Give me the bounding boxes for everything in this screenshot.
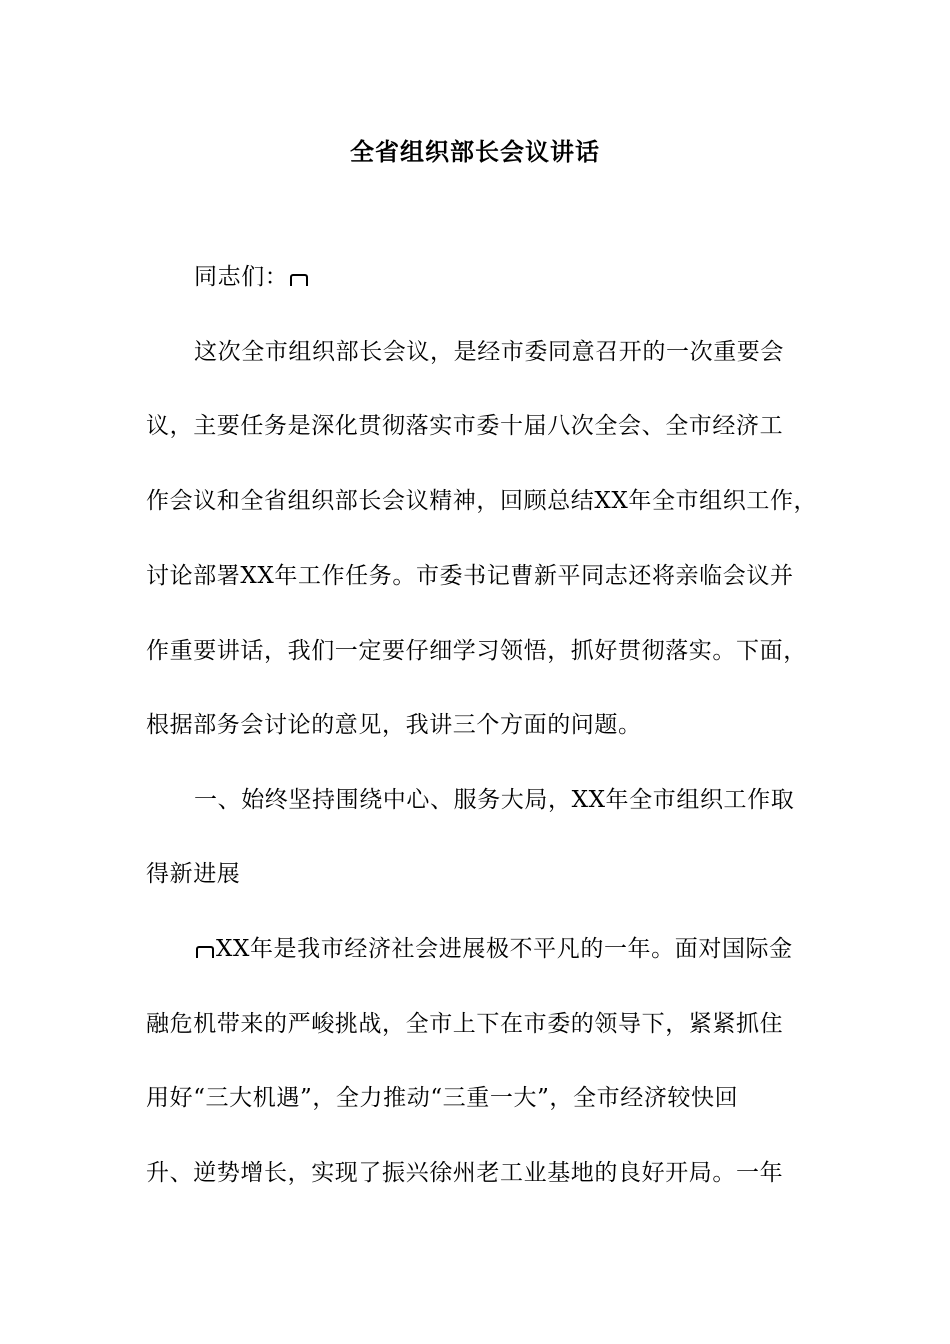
paragraph-1-line-1: 这次全市组织部长会议，是经市委同意召开的一次重要会 bbox=[194, 339, 784, 365]
section-heading-line-1: 一、始终坚持围绕中心、服务大局，XX年全市组织工作取 bbox=[194, 787, 795, 813]
paragraph-2-line-2: 融危机带来的严峻挑战，全市上下在市委的领导下，紧紧抓住 bbox=[146, 1011, 784, 1037]
paragraph-2-line-1: XX年是我市经济社会进展极不平凡的一年。面对国际金 bbox=[216, 936, 793, 962]
paragraph-2-line-1-wrap bbox=[194, 933, 826, 965]
paragraph-1-line-2: 议，主要任务是深化贯彻落实市委十届八次全会、全市经济工 bbox=[146, 413, 784, 439]
paragraph-2-line-3: 用好“三大机遇”，全力推动“三重一大”，全市经济较快回 bbox=[146, 1085, 739, 1111]
document-title: 全省组织部长会议讲话 bbox=[350, 138, 600, 166]
salutation-text: 同志们： bbox=[194, 264, 289, 290]
salutation-line bbox=[194, 261, 826, 293]
paragraph-1-line-3: 作会议和全省组织部长会议精神，回顾总结XX年全市组织工作， bbox=[146, 488, 818, 514]
paragraph-1-line-6: 根据部务会讨论的意见，我讲三个方面的问题。 bbox=[146, 712, 642, 738]
edit-mark-icon bbox=[194, 946, 216, 956]
paragraph-1-line-4: 讨论部署XX年工作任务。市委书记曹新平同志还将亲临会议并 bbox=[146, 563, 794, 589]
section-heading-line-2: 得新进展 bbox=[146, 861, 241, 887]
edit-mark-icon bbox=[288, 274, 310, 284]
paragraph-1-line-5: 作重要讲话，我们一定要仔细学习领悟，抓好贯彻落实。下面， bbox=[146, 638, 807, 664]
paragraph-2-line-4: 升、逆势增长，实现了振兴徐州老工业基地的良好开局。一年 bbox=[146, 1160, 784, 1186]
